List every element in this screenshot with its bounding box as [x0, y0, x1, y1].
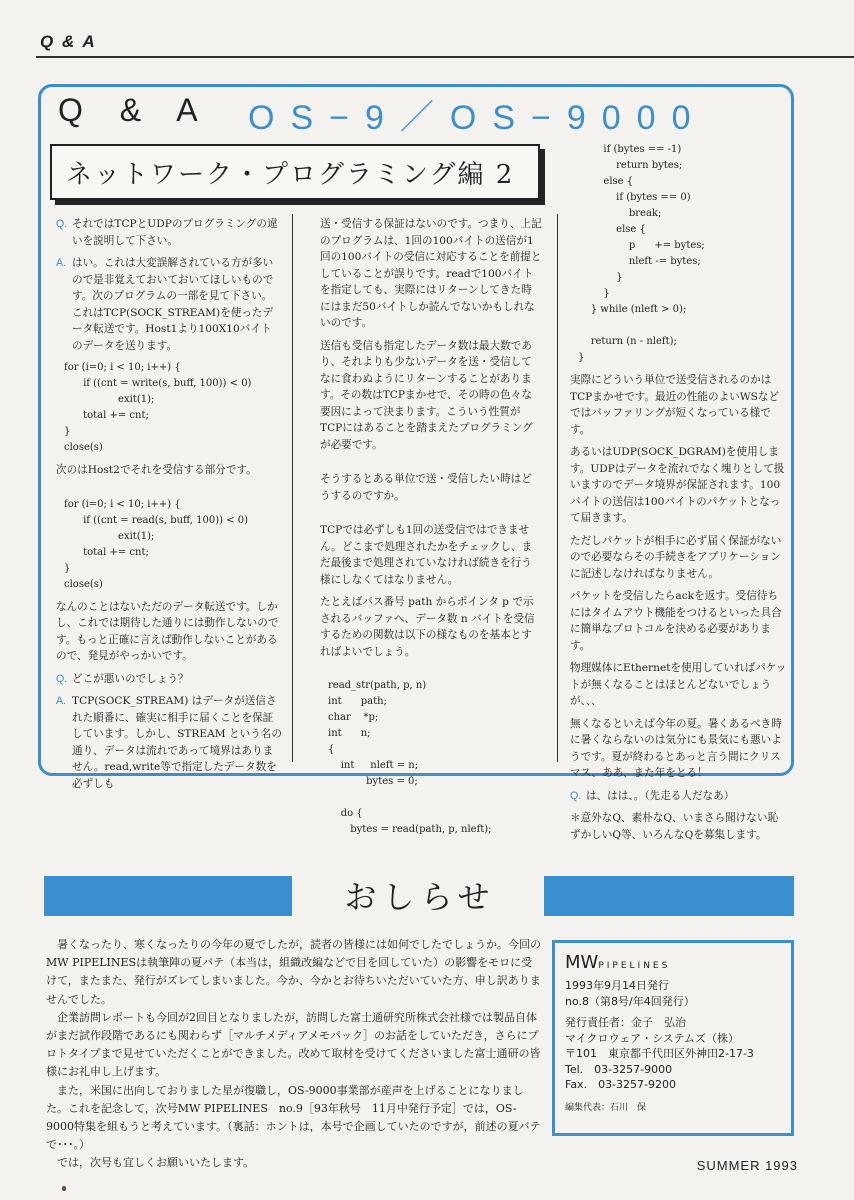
section-header: Q & A: [40, 32, 97, 51]
question-text: どこが悪いのでしょう？: [72, 672, 189, 685]
header-rule: [36, 56, 854, 58]
telephone: Tel. 03-3257-9000: [565, 1062, 673, 1076]
column-divider: [292, 214, 293, 762]
brand-mw: MW: [565, 952, 599, 973]
notice-paragraph: では，次号も宜しくお願いいたします。: [57, 1156, 255, 1170]
question-1: [56, 216, 282, 249]
os-title: OS−9／OS−9000: [248, 99, 707, 137]
paragraph: たとえばパス番号 path からポインタ p で示されるバッファへ、データ数 n バイトを受信するための関数は以下の様なものを基本とすればよいでしょう。: [320, 596, 535, 658]
question-3: [570, 788, 788, 805]
code-block-read-str-cont: if (bytes == -1) return bytes; else { if (bytes == 0) break; else { p += bytes; nleft -= bytes; } } } while (nleft > 0); return (n - nleft); }: [578, 144, 705, 363]
question-text: それではTCPとUDPのプログラミングの違いを説明して下さい。: [72, 218, 278, 247]
paragraph: 次のはHost2でそれを受信する部分です。: [56, 464, 257, 476]
brand-pipelines: PIPELINES: [598, 961, 671, 971]
issue-number: no.8（第8号/年4回発行）: [565, 994, 695, 1008]
colophon-box: [552, 940, 794, 1136]
article-subtitle: ネットワーク・プログラミング編 2: [50, 144, 540, 200]
paragraph: 送信も受信も指定したデータ数は最大数であり、それよりも少ないデータを送・受信してなに食わぬようにリターンすることがあります。その数はTCPまかせで、その時の色々な要因によって決まります。こういう性質がTCPにはあることを踏まえたプログラミングが必要です。: [320, 339, 533, 451]
notice-band-left: [44, 876, 292, 916]
paragraph: そうするとある単位で送・受信したい時はどうするのですか。: [320, 473, 532, 502]
notice-paragraph: また，米国に出向しておりました星が復職し，OS-9000事業部が産声を上げることになりました。これを記念して，次号MW PIPELINES no.9［93年秋号 11月中発行予定］では，OS-9000特集を組もうと考えています。（裏話：ホントは，本号で企画していたのですが，前述の夏バテで･･･。）: [46, 1083, 541, 1152]
question-label: Q.: [570, 789, 582, 802]
paragraph: 物理媒体にEthernetを使用していればパケットが無くなることはほとんどないでしょうが、、、: [570, 662, 787, 707]
article-column-2: [320, 216, 542, 844]
answer-label: A.: [56, 695, 67, 707]
answer-label: A.: [56, 257, 67, 269]
publisher: 発行責任者：金子 弘治: [565, 1016, 686, 1029]
recruit-note: ＊意外なQ、素朴なQ、いまさら聞けない恥ずかしいQ等、いろんなQを募集します。: [570, 812, 779, 841]
footer-season: SUMMER 1993: [696, 1158, 798, 1173]
article-column-3: [570, 142, 788, 849]
paragraph: パケットを受信したらackを返す。受信待ちにはタイムアウト機能をつけるといった具合に簡単なプロトコルを決める必要があります。: [570, 590, 782, 652]
publication-logo: [565, 951, 781, 978]
code-block-send: for (i=0; i < 10; i++) { if ((cnt = write(s, buff, 100)) < 0) exit(1); total += cnt; } close(s): [64, 362, 252, 453]
code-block-read-str: read_str(path, p, n) int path; char *p; int n; { int nleft = n; bytes = 0; do { bytes = read(path, p, nleft);: [328, 680, 492, 835]
column-divider: [557, 214, 558, 762]
answer-1: [56, 255, 282, 354]
paper-speck: [62, 1186, 66, 1191]
paragraph: TCPでは必ずしも1回の送受信ではできません。どこまで処理されたかをチェックし、まだ最後まで処理されていなければ続きを行う様にしなくてはなりません。: [320, 524, 533, 586]
notice-paragraph: 企業訪問レポートも今回が2回目となりましたが，訪問した富士通研究所株式会社様では製品自体がまだ試作段階であるにも関わらず［マルチメディアメモパック］のお話をしていただき，さらにプロトタイプまで見せていただくことができました。改めて取材を受けてくださいました富士通研の皆様にお礼申し上げます。: [46, 1010, 541, 1079]
question-label: Q.: [56, 672, 68, 685]
qa-title: Q & A: [58, 92, 212, 128]
paragraph: ただしパケットが相手に必ず届く保証がないので必要ならその手続きをアプリケーションに記述しなければなりません。: [570, 534, 782, 580]
question-2: [56, 671, 282, 688]
question-label: Q.: [56, 218, 68, 230]
article-column-1: [56, 216, 282, 798]
answer-text: はい。これは大変誤解されている方が多いので是非覚えておいておいてほしいものです。次のプログラムの一部を見て下さい。これはTCP(SOCK_STREAM)を使ったデータ転送です。Host1より100X10バイトのデータを送ります。: [72, 257, 274, 352]
question-text: は、はは、。（先走る人だなあ）: [586, 789, 735, 802]
paragraph: あるいはUDP(SOCK_DGRAM)を使用します。UDPはデータを流れでなく塊りとして扱いますのでデータ境界が保証されます。100バイトの送信は100バイトのパケットとなって届きます。: [570, 446, 785, 524]
paragraph: 実際にどういう単位で送受信されるのかはTCPまかせです。最近の性能のよいWSなどではバッファリングが短くなっている様です。: [570, 374, 780, 436]
fax: Fax. 03-3257-9200: [565, 1078, 676, 1091]
publish-date: 1993年9月14日発行: [565, 979, 669, 992]
paragraph: なんのことはないただのデータ転送です。しかし、これでは期待した通りには動作しないのです。もっと正確に言えば動作しないことがあるので、発見がやっかいです。: [56, 600, 279, 662]
paragraph: 無くなるといえば今年の夏。暑くあるべき時に暑くならないのは気分にも景気にも悪いようです。夏が終わるとあっと言う間にクリスマス、ああ、また年をとる！: [570, 717, 782, 779]
company: マイクロウェア・システムズ（株）: [565, 1031, 740, 1045]
notice-body: [46, 936, 542, 1173]
paragraph: 送・受信する保証はないのです。つまり、上記のプログラムは、1回の100バイトの送信が1回の100バイトの受信に対応することを前提としていることが誤りです。readで100バイトを指定しても、実際にはリターンしてきた時にはまだ50バイトしか読んでないかもしれないのです。: [320, 218, 542, 329]
notice-band-right: [544, 876, 794, 916]
notice-paragraph: 暑くなったり、寒くなったりの今年の夏でしたが，読者の皆様には如何でしたでしょうか。今回のMW PIPELINESは執筆陣の夏バテ（本当は，組織改編などで目を回していた）の影響をモロに受けて，またまた、発行がズレてしまいました。今か、今かとお待ちいただいていた方、申し訳ありませんでした。: [46, 938, 541, 1006]
editor: 編集代表：石川 保: [565, 1102, 647, 1113]
answer-text: TCP(SOCK_STREAM) はデータが送信された順番に、確実に相手に届くことを保証しています。しかし、STREAM という名の通り、データは流れであって境界はありません。read,write等で指定したデータ数を必ずしも: [72, 695, 282, 790]
code-block-receive: for (i=0; i < 10; i++) { if ((cnt = read(s, buff, 100)) < 0) exit(1); total += cnt; } close(s): [64, 498, 249, 590]
answer-2: [56, 693, 282, 792]
notice-title: おしらせ: [344, 878, 496, 916]
address: 〒101 東京都千代田区外神田2-17-3: [565, 1047, 754, 1060]
